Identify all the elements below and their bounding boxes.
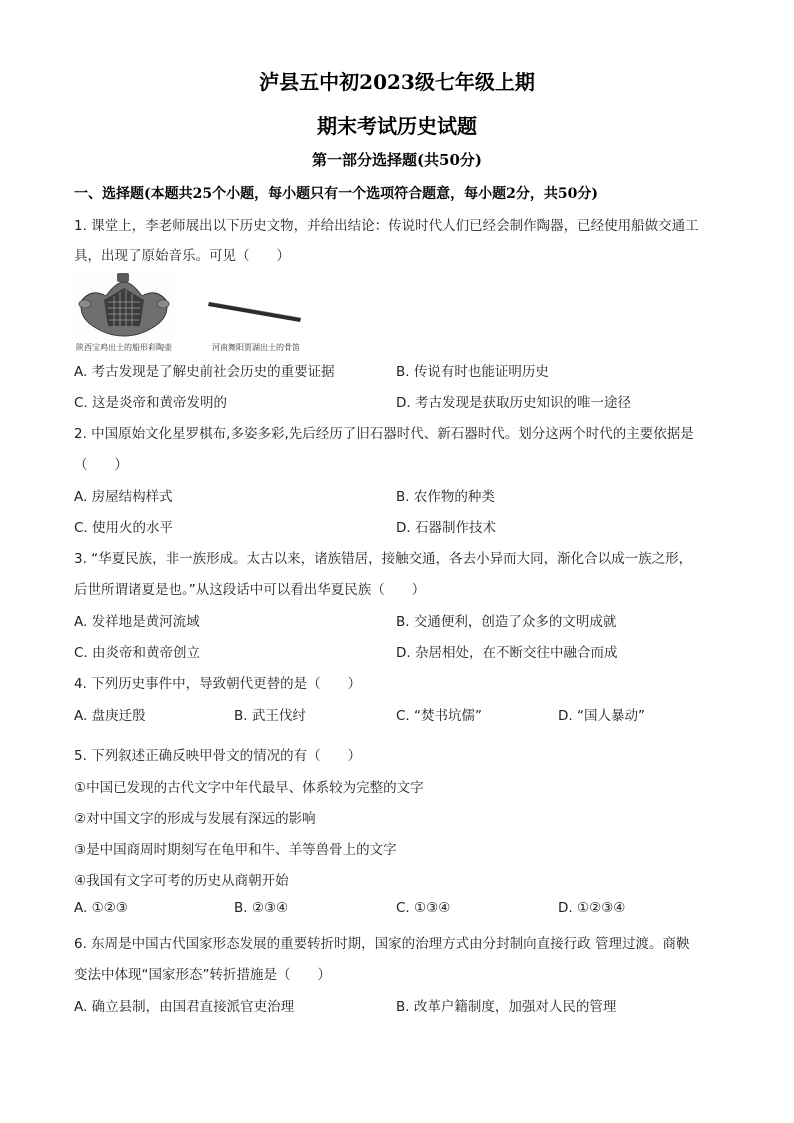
q1-option-b[interactable]: B. 传说有时也能证明历史 <box>396 364 549 380</box>
question-4-stem: 4. 下列历史事件中，导致朝代更替的是（ ） <box>74 676 362 692</box>
q3-option-d[interactable]: D. 杂居相处，在不断交往中融合而成 <box>396 645 618 661</box>
q6-option-b[interactable]: B. 改革户籍制度，加强对人民的管理 <box>396 999 617 1015</box>
q5-option-d[interactable]: D. ①②③④ <box>558 900 626 916</box>
q3-option-a[interactable]: A. 发祥地是黄河流域 <box>74 614 200 630</box>
q4-option-b[interactable]: B. 武王伐纣 <box>234 708 306 724</box>
question-5-statement-3: ③是中国商周时期刻写在龟甲和牛、羊等兽骨上的文字 <box>74 842 397 858</box>
q3-option-b[interactable]: B. 交通便利，创造了众多的文明成就 <box>396 614 617 630</box>
question-1-stem-line2: 具，出现了原始音乐。可见（ ） <box>74 248 290 264</box>
question-5-statement-4: ④我国有文字可考的历史从商朝开始 <box>74 873 289 889</box>
q2-option-d[interactable]: D. 石器制作技术 <box>396 520 496 536</box>
q5-option-a[interactable]: A. ①②③ <box>74 900 128 916</box>
q2-option-a[interactable]: A. 房屋结构样式 <box>74 489 173 505</box>
question-5-stem: 5. 下列叙述正确反映甲骨文的情况的有（ ） <box>74 748 362 764</box>
q1-option-c[interactable]: C. 这是炎帝和黄帝发明的 <box>74 395 228 411</box>
question-6-stem-line1: 6. 东周是中国古代国家形态发展的重要转折时期，国家的治理方式由分封制向直接行政 管理过渡。商鞅 <box>74 936 690 952</box>
pottery-caption: 陕西宝鸡出土的船形彩陶壶 <box>76 343 172 352</box>
question-6-stem-line2: 变法中体现“国家形态”转折措施是（ ） <box>74 967 331 983</box>
part-heading: 第一部分选择题(共50分) <box>311 151 483 169</box>
question-3-stem-line1: 3. “华夏民族，非一族形成。太古以来，诸族错居，接触交通，各去小异而大同，渐化合以成一族之形， <box>74 551 693 567</box>
question-2-stem-line2: （ ） <box>74 457 128 473</box>
question-1-stem-line1: 1. 课堂上，李老师展出以下历史文物，并给出结论：传说时代人们已经会制作陶器，已经使用船做交通工 <box>74 218 699 234</box>
section-heading: 一、选择题(本题共25个小题，每小题只有一个选项符合题意，每小题2分，共50分) <box>74 186 598 202</box>
bone-flute-icon <box>205 290 305 330</box>
q1-option-a[interactable]: A. 考古发现是了解史前社会历史的重要证据 <box>74 364 335 380</box>
exam-title-line1: 泸县五中初2023级七年级上期 <box>259 70 535 94</box>
exam-title-line2: 期末考试历史试题 <box>317 114 477 138</box>
question-5-statement-2: ②对中国文字的形成与发展有深远的影响 <box>74 811 316 827</box>
question-2-stem-line1: 2. 中国原始文化星罗棋布,多姿多彩,先后经历了旧石器时代、新石器时代。划分这两个时代的主要依据是 <box>74 426 694 442</box>
q5-option-b[interactable]: B. ②③④ <box>234 900 289 916</box>
q4-option-a[interactable]: A. 盘庚迁殷 <box>74 708 146 724</box>
q6-option-a[interactable]: A. 确立县制，由国君直接派官吏治理 <box>74 999 295 1015</box>
q1-option-d[interactable]: D. 考古发现是获取历史知识的唯一途径 <box>396 395 631 411</box>
q4-option-c[interactable]: C. “焚书坑儒” <box>396 708 482 724</box>
q3-option-c[interactable]: C. 由炎帝和黄帝创立 <box>74 645 201 661</box>
pottery-vessel-icon <box>74 270 174 340</box>
q4-option-d[interactable]: D. “国人暴动” <box>558 708 645 724</box>
bone-flute-caption: 河南舞阳贾湖出土的骨笛 <box>212 343 300 352</box>
q5-option-c[interactable]: C. ①③④ <box>396 900 451 916</box>
question-3-stem-line2: 后世所谓诸夏是也。”从这段话中可以看出华夏民族（ ） <box>74 582 426 598</box>
q2-option-b[interactable]: B. 农作物的种类 <box>396 489 495 505</box>
q2-option-c[interactable]: C. 使用火的水平 <box>74 520 174 536</box>
question-5-statement-1: ①中国已发现的古代文字中年代最早、体系较为完整的文字 <box>74 780 424 796</box>
